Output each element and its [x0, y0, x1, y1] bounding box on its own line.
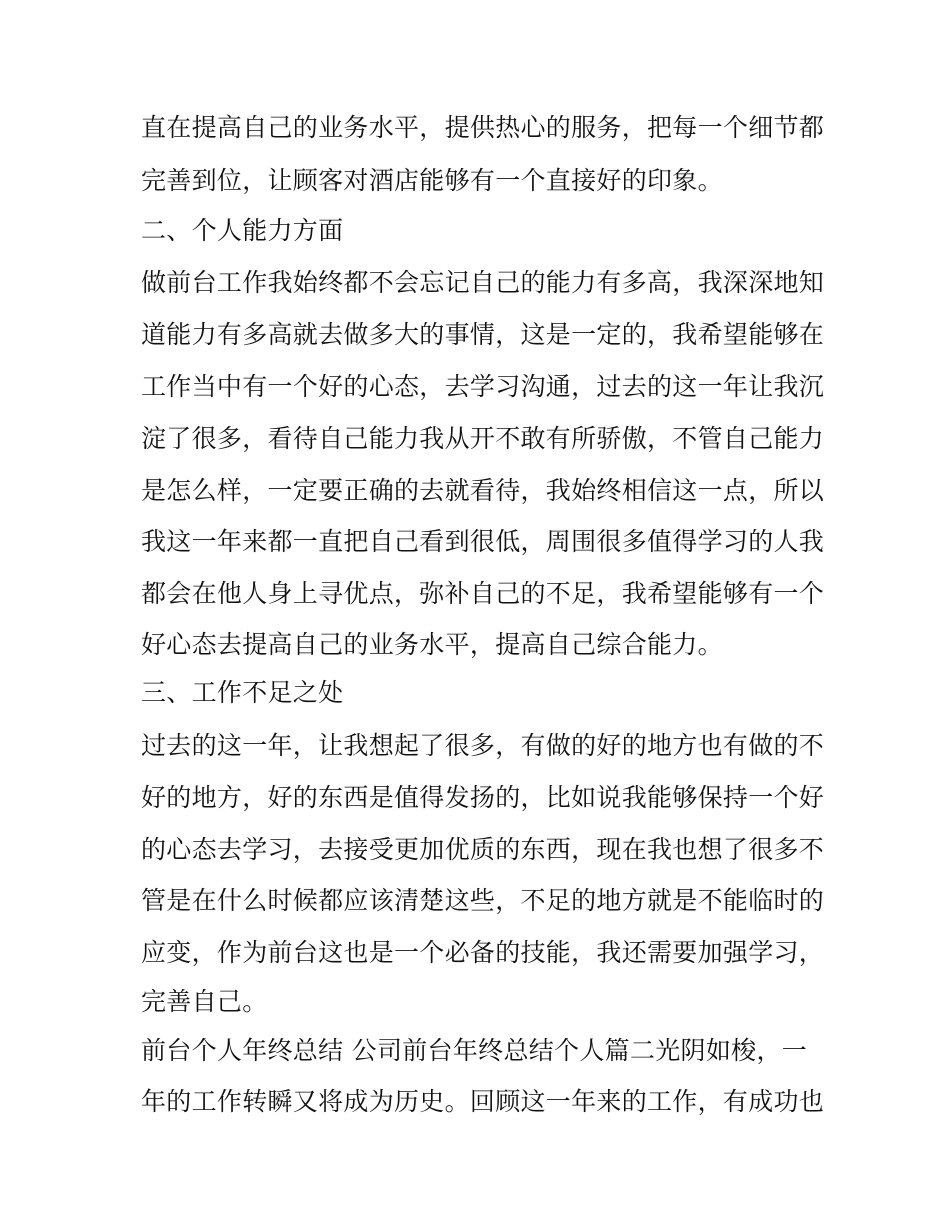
paragraph-line: 是怎么样，一定要正确的去就看待，我始终相信这一点，所以 — [141, 476, 825, 505]
paragraph-line: 好心态去提高自己的业务水平，提高自己综合能力。 — [141, 630, 723, 659]
paragraph-line: 年的工作转瞬又将成为历史。回顾这一年来的工作，有成功也 — [141, 1087, 825, 1116]
paragraph-line: 我这一年来都一直把自己看到很低，周围很多值得学习的人我 — [141, 527, 825, 556]
paragraph-line: 做前台工作我始终都不会忘记自己的能力有多高，我深深地知 — [141, 268, 825, 297]
paragraph-line: 应变，作为前台这也是一个必备的技能，我还需要加强学习， — [141, 938, 825, 967]
section-heading: 三、工作不足之处 — [141, 678, 344, 707]
paragraph-line: 完善到位，让顾客对酒店能够有一个直接好的印象。 — [141, 166, 723, 195]
paragraph-line: 完善自己。 — [141, 987, 268, 1016]
paragraph-line: 过去的这一年，让我想起了很多，有做的好的地方也有做的不 — [141, 731, 825, 760]
paragraph-line: 管是在什么时候都应该清楚这些，不足的地方就是不能临时的 — [141, 886, 825, 915]
paragraph-line: 直在提高自己的业务水平，提供热心的服务，把每一个细节都 — [141, 113, 825, 142]
paragraph-line: 好的地方，好的东西是值得发扬的，比如说我能够保持一个好 — [141, 783, 825, 812]
paragraph-line: 淀了很多，看待自己能力我从开不敢有所骄傲，不管自己能力 — [141, 424, 825, 453]
section-heading: 二、个人能力方面 — [141, 216, 344, 245]
paragraph-line: 都会在他人身上寻优点，弥补自己的不足，我希望能够有一个 — [141, 579, 825, 608]
paragraph-line: 道能力有多高就去做多大的事情，这是一定的，我希望能够在 — [141, 320, 825, 349]
paragraph-line: 前台个人年终总结 公司前台年终总结个人篇二光阴如梭，一 — [141, 1036, 808, 1065]
paragraph-line: 的心态去学习，去接受更加优质的东西，现在我也想了很多不 — [141, 835, 825, 864]
paragraph-line: 工作当中有一个好的心态，去学习沟通，过去的这一年让我沉 — [141, 372, 825, 401]
